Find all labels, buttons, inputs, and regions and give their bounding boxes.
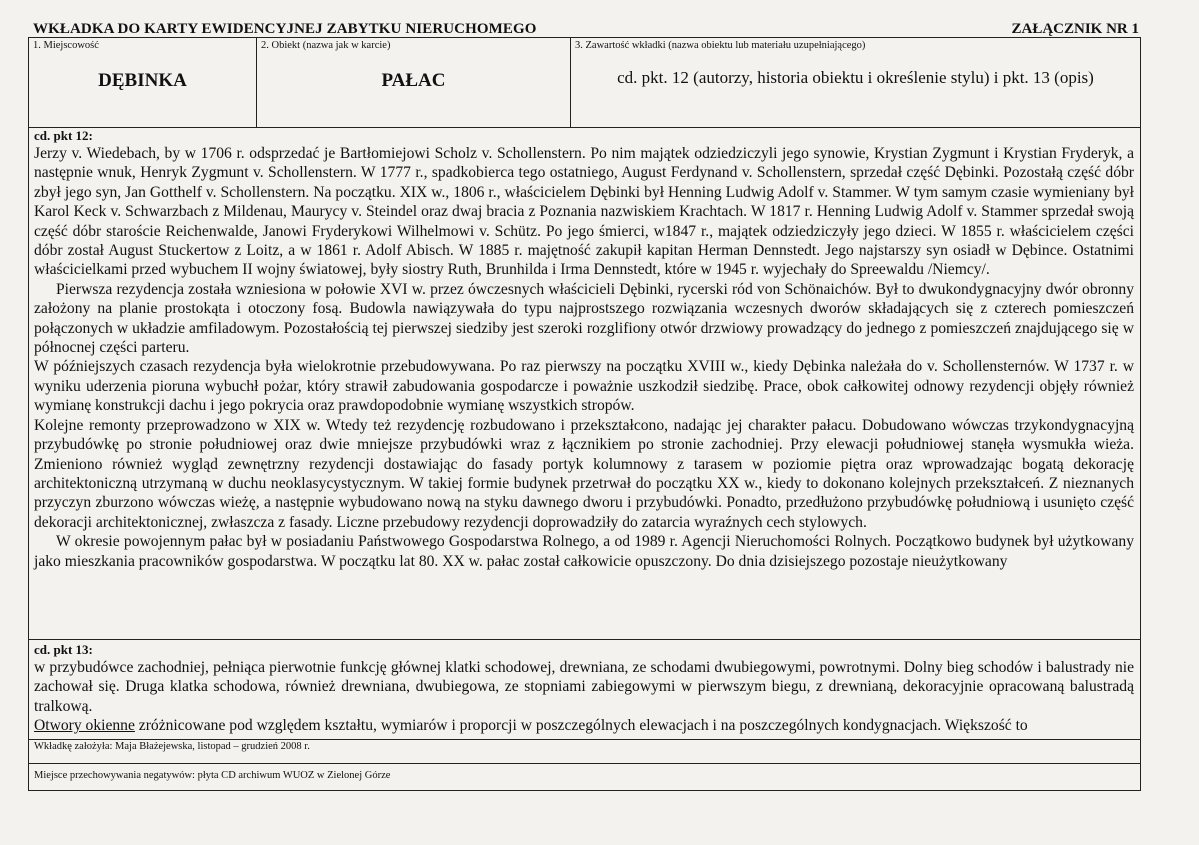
section-12-paragraph: Kolejne remonty przeprowadzono w XIX w. Wtedy też rezydencję rozbudowano i przekształcono, nadając jej charakter pałacu. Dobudowano wówczas trzykondygnacyjną przybudówkę po stronie południowej oraz dwie mniejsze przybudówki wraz z łącznikiem po stronie zachodniej. Przy elewacji południowej stanęła wysmukła wieża. Zmieniono również wygląd zewnętrzny rezydencji dostawiając do fasady portyk kolumnowy z tarasem w poziomie piętra oraz wprowadzając bogatą dekorację architektoniczną utrzymaną w duchu neoklasycystycznym. W takiej formie budynek przetrwał do początku XX w., kiedy to dokonano kolejnych przekształceń. Z nieznanych przyczyn zburzono wówczas wieżę, a następnie wybudowano nową na styku dawnego dworu i przybudówki. Ponadto, przedłużono przybudówkę południową i usunięto część dekoracji architektonicznej, zwłaszcza z fasady. Liczne przebudowy rezydencji doprowadziły do zatarcia wyraźnych cech stylowych. (34, 416, 1134, 531)
field-object-label: 2. Obiekt (nazwa jak w karcie) (261, 40, 391, 51)
field-contents (571, 38, 1140, 127)
section-12-heading: cd. pkt 12: (34, 128, 93, 143)
footer-divider (29, 763, 1140, 764)
document-body-continued (34, 642, 1134, 736)
section-12-paragraph: Pierwsza rezydencja została wzniesiona w połowie XVI w. przez ówczesnych właścicieli Dębinki, rycerski ród von Schönaichów. Był to dwukondygnacyjny dwór obronny założony na planie prostokąta i otoczony fosą. Budowla nawiązywała do typu najprostszego rozwiązania wczesnych dworów składających się z czterech pomieszczeń połączonych w układzie amfiladowym. Pozostałością tej pierwszej siedziby jest szeroki rozglifiony otwór drzwiowy prowadzący do jednego z pomieszczeń znajdującego się w północnej części parteru. (34, 280, 1134, 357)
section-13-heading: cd. pkt 13: (34, 642, 93, 657)
section-divider (29, 639, 1140, 640)
negatives-storage-note: Miejsce przechowywania negatywów: płyta CD archiwum WUOZ w Zielonej Górze (34, 770, 391, 781)
field-object (257, 38, 571, 127)
author-note: Wkładkę założyła: Maja Błażejewska, listopad – grudzień 2008 r. (34, 741, 310, 752)
section-12-paragraph: W okresie powojennym pałac był w posiadaniu Państwowego Gospodarstwa Rolnego, a od 1989 r. Agencji Nieruchomości Rolnych. Początkowo budynek był użytkowany jako mieszkania pracowników gospodarstwa. W początku lat 80. XX w. pałac został całkowicie opuszczony. Do dnia dzisiejszego pozostaje nieużytkowany (34, 533, 1134, 570)
form-header-fields (29, 38, 1140, 128)
section-13-paragraph (34, 716, 1134, 735)
field-object-value: PAŁAC (381, 70, 446, 91)
form-title: WKŁADKA DO KARTY EWIDENCYJNEJ ZABYTKU NIERUCHOMEGO (33, 21, 537, 37)
footer-divider (29, 739, 1140, 740)
section-13-paragraph: w przybudówce zachodniej, pełniąca pierwotnie funkcję głównej klatki schodowej, drewniana, ze schodami dwubiegowymi, powrotnymi. Dolny bieg schodów i balustrady nie zachował się. Druga klatka schodowa, również drewniana, dwubiegowa, ze stopniami zabiegowymi w pierwszym biegu, z drewnianą, dekoracyjnie opracowaną balustradą tralkową. (34, 659, 1134, 715)
section-12-paragraph: Jerzy v. Wiedebach, by w 1706 r. odsprzedać je Bartłomiejowi Scholz v. Schollenstern. Po nim majątek odziedziczyli jego synowie, Krystian Zygmunt i Krystian Fryderyk, a następnie wnuk, Henryk Zygmunt v. Schollenstern. W 1777 r., spadkobierca tego ostatniego, August Ferdynand v. Schollenstern, sprzedał część Dębinki. Pozostałą część dóbr zbył jego syn, Jan Gotthelf v. Schollenstern. Na początku. XIX w., 1806 r., właścicielem Dębinki był Henning Ludwig Adolf v. Stammer. W tym samym czasie wymieniany był Karol Keck v. Schwarzbach z Mildenau, Maurycy v. Steindel oraz dwaj bracia z Poznania nazwiskiem Krachtach. W 1817 r. Henning Ludwig Adolf v. Stammer sprzedał swoją część dóbr staroście Reichenwalde, Janowi Fryderykowi Wilhelmowi v. Schütz. Po jego śmierci, w1847 r., majątek odziedziczyły jego dzieci. W 1855 r. właścicielem części dóbr został August Stuckertow z Loitz, a w 1861 r. Adolf Abisch. W 1885 r. majętność zakupił kapitan Herman Dennstedt. Jego najstarszy syn osiadł w Dębince. Ostatnimi właścicielkami przed wybuchem II wojny światowej, były siostry Ruth, Brunhilda i Irma Dennstedt, które w 1945 r. wyjechały do Spreewaldu /Niemcy/. (34, 145, 1134, 279)
document-body (34, 128, 1134, 571)
windows-term: Otwory okienne (34, 717, 135, 735)
field-locality-value: DĘBINKA (98, 70, 187, 91)
field-contents-label: 3. Zawartość wkładki (nazwa obiektu lub materiału uzupełniającego) (575, 40, 866, 51)
section-12-paragraph: W późniejszych czasach rezydencja była wielokrotnie przebudowywana. Po raz pierwszy na początku XVIII w., kiedy Dębinka należała do v. Schollensternów. W 1737 r. w wyniku uderzenia pioruna wybuchł pożar, który strawił zabudowania gospodarcze i poważnie uszkodził siedzibę. Prace, obok całkowitej odnowy rezydencji objęły również wymianę konstrukcji dachu i jego pokrycia oraz prawdopodobnie wymianę wszystkich stropów. (34, 358, 1134, 415)
form-frame (28, 37, 1141, 791)
field-locality (29, 38, 257, 127)
field-locality-label: 1. Miejscowość (33, 40, 99, 51)
section-13-text: zróżnicowane pod względem kształtu, wymiarów i proporcji w poszczególnych elewacjach i na poszczególnych kondygnacjach. Większość to (134, 717, 1028, 735)
field-contents-value: cd. pkt. 12 (autorzy, historia obiektu i określenie stylu) i pkt. 13 (opis) (617, 68, 1094, 87)
annex-number: ZAŁĄCZNIK NR 1 (1011, 21, 1139, 37)
